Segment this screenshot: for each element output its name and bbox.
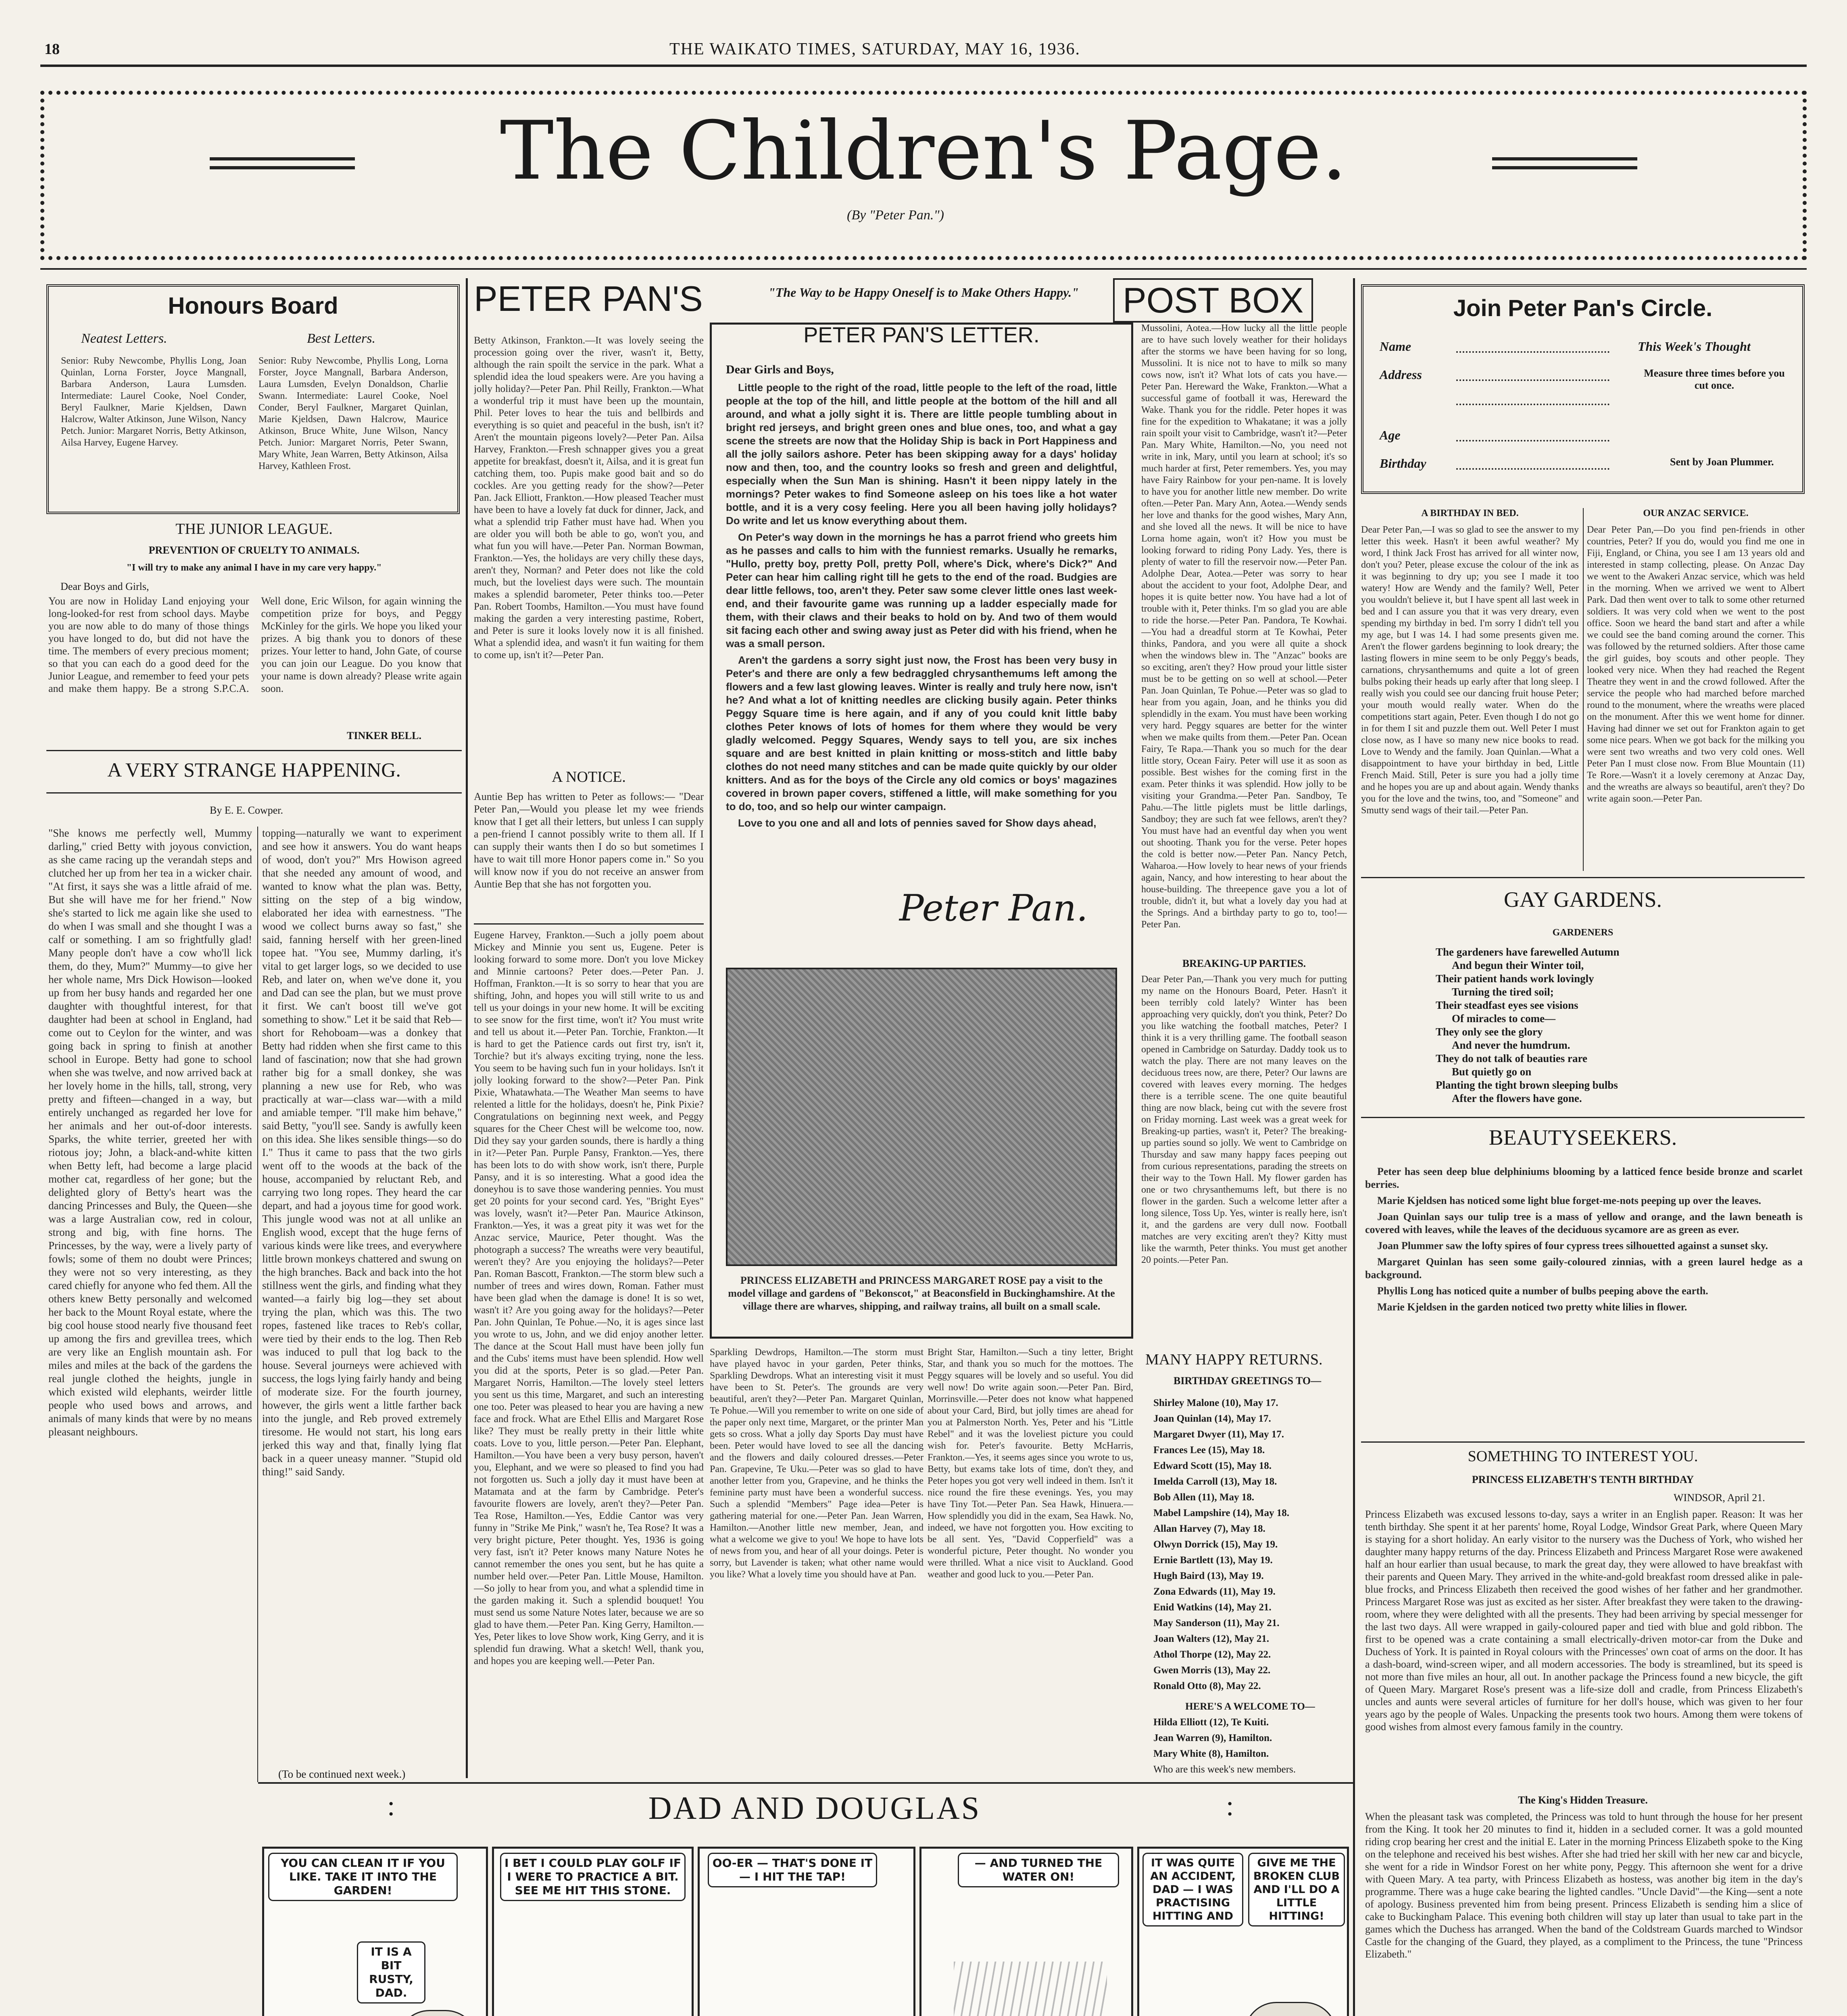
letter-paragraph: On Peter's way down in the mornings he has a parrot friend who greets him as he passes and calls to him with the funniest remarks. Usually he remarks, "Hullo, pretty boy, pretty Poll, pretty Poll, where's Dick, where's Dick?" And Peter can hear him calling right till he gets to the end of the road. Budgies are dear little fellows, too, aren't they. Peter saw some clever little ones last week-end, and their favourite game was running up a ladder especially made for them, with their claws and their beaks to hold on by. And two of them would sit facing each other and swing away just as Peter did with his friend, when he was a small person. bbox=[726, 531, 1117, 650]
col-divider-1 bbox=[466, 278, 468, 1778]
birthday-item: Joan Quinlan (14), May 17. bbox=[1153, 1413, 1271, 1424]
interest-text2: When the pleasant task was completed, the Princess was told to hunt through the house for her present from the King. It took her 20 minutes to find it, hidden in a secluded corner. It was a gold mounted riding crop bearing her crest and the initial E. Later in the morning Princess Elizabeth spoke to the King on the telephone and received his best wishes. After she had tried her skill with her new car and bicycle, she went for a ride in Windsor Forest on her white pony, Peggy. This afternoon she went for a drive with Queen Mary. A tea party, with Princess Elizabeth as hostess, was another big item in the day's programme. There was a huge cake bearing the lighted candles. "Uncle David"—the King—sent a note of apology. Business prevented him from being present. Princess Elizabeth is sending him a slice of cake to Buckingham Palace. This evening both children will stay up later than usual to take part in the games which the Duchess has arranged. When the band of the Coldstream Guards marched to Windsor Castle for the changing of the Guard, they played, as a compliment to the Princess, the tune "Princess Elizabeth." bbox=[1365, 1811, 1803, 1960]
postbox-col4: Mussolini, Aotea.—How lucky all the little people are to have such lovely weather for their holidays after the storms we have been having for so long, Mussolini. It is nice not to have to milk so many cows now, isn't it? What lots of cats you have.—Peter Pan. Hereward the Wake, Frankton.—What a successful game of football it was, Hereward the Wake. Thank you for the riddle. Peter hopes it was fine for the expedition to Whakatane; it was a jolly rain spoilt your visit to Cambridge, wasn't it?—Peter Pan. Mary White, Hamilton.—No, you need not write in ink, Mary, until you learn at school; it's so much harder at first, Peter remembers. Yes, you may have Fairy Rainbow for your pen-name. It is lovely to have you for another little new member. Do write often.—Peter Pan. Mary Ann, Aotea.—Wendy sends her love and thanks for the good wishes, Mary Ann, and she loved all the news. It will be nice to have Lorna home again, won't it? How you must be looking forward to riding Pony Lady. Yes, there is plenty of water to fill the reservoir now.—Peter Pan. Adolphe Dear, Aotea.—Peter was sorry to hear about the accident to your foot, Adolphe Dear, and hopes it is quite better now. You have had a lot of trouble with it, Peter thinks. I'm so glad you are able to ride the horse.—Peter Pan. Pandora, Te Kowhai.—You had a dreadful storm at Te Kowhai, Peter thinks, Pandora, and you were all quite a shock when the windows blew in. The "Anzac" books are so exciting, aren't they? How proud your little sister must be to be getting on so well at school.—Peter Pan. Joan Quinlan, Te Pohue.—Peter was so glad to hear from you again, Joan, and he thinks you did splendidly in the exam. You must have been working very hard. Peggy squares are better for the winter when we make quilts from them.—Peter Pan. Ocean Fairy, Te Rapa.—Thank you so much for the dear little story, Ocean Fairy. Peter will use it as soon as possible. Best wishes for the coming first in the exam. Peter thinks it was splendid. How jolly to be visiting your Grandma.—Peter Pan. Sandboy, Te Pahu.—The little piglets must be little darlings, Sandboy; they are such fat wee fellows, aren't they? You must have had an eventful day when you went out shooting. Thank you for the verse. Peter hopes the cold is better now.—Peter Pan. Nancy Petch, Waharoa.—How lovely to hear news of your friends again, Nancy, and how interesting to hear about the house-building. The threepence gave you a lot of trouble, didn't it, but what a lovely day you had at the Springs. And a birthday party to go to, too!—Peter Pan. bbox=[1141, 323, 1347, 930]
comic-bubble-5-right: GIVE ME THE BROKEN CLUB AND I'LL DO A LITTLE HITTING! bbox=[1248, 1853, 1345, 1926]
birthday-item: Ronald Otto (8), May 22. bbox=[1153, 1681, 1261, 1691]
birthday-item: Mabel Lampshire (14), May 18. bbox=[1153, 1508, 1290, 1518]
junior-league-title: THE JUNIOR LEAGUE. bbox=[175, 521, 333, 537]
interest-dateline: WINDSOR, April 21. bbox=[1674, 1492, 1765, 1504]
honours-board bbox=[46, 284, 460, 514]
honours-col2-text: Senior: Ruby Newcombe, Phyllis Long, Lorna Forster, Joyce Mangnall, Barbara Anderson, Laura Lumsden, Evelyn Donaldson, Charlie Swann. Intermediate: Laurel Cooke, Noel Conder, Beryl Faulkner, Margaret Quinlan, Marie Kjeldsen, Dawn Halcrow, Maurice Atkinson, Bruce White, June Wilson, Nancy Petch. Junior: Margaret Norris, Peter Swann, Mary White, Jean Warren, Betty Atkinson, Ailsa Harvey, Kathleen Frost. bbox=[258, 356, 448, 471]
comic-panel-1 bbox=[262, 1847, 488, 2016]
letter-signature: Peter Pan. bbox=[899, 887, 1088, 929]
welcome-heading: HERE'S A WELCOME TO— bbox=[1185, 1701, 1315, 1712]
welcome-footer: Who are this week's new members. bbox=[1153, 1764, 1296, 1775]
interest-title: SOMETHING TO INTEREST YOU. bbox=[1468, 1448, 1698, 1465]
dad-figure bbox=[1244, 2002, 1337, 2016]
banner-left-arrow bbox=[210, 157, 355, 169]
letter-title: PETER PAN'S LETTER. bbox=[803, 323, 1040, 347]
letter-salutation: Dear Girls and Boys, bbox=[726, 363, 834, 376]
poem-line: But quietly go on bbox=[1452, 1066, 1532, 1078]
water-spray bbox=[954, 1962, 1107, 2016]
circle-col-divider bbox=[1583, 508, 1584, 871]
masthead-rule bbox=[40, 65, 1807, 67]
comic-bubble-2: I BET I COULD PLAY GOLF IF I WERE TO PRACTICE A BIT. SEE ME HIT THIS STONE. bbox=[500, 1853, 686, 1901]
beautyseeker-item: Marie Kjeldsen has noticed some light blue forget-me-nots peeping up over the leaves. bbox=[1377, 1195, 1762, 1206]
junior-league-body: You are now in Holiday Land enjoying your long-looked-for rest from school days. Maybe you are now able to do many of those things you have longed to do, but did not have the time. The members of every precious moment; so that you can each do a good deed for the Junior League, and remember to feed your pets and make them happy. Be a strong S.P.C.A. Well done, Eric Wilson, for again winning the competition prize for boys, and Peggy McKinley for the girls. We hope you liked your prizes. A big thank you to donors of these prizes. Your letter to hand, John Gate, of course you can join our League. Do you know that your name is down already? Please write again soon. bbox=[48, 595, 462, 694]
birthday-item: Athol Thorpe (12), May 22. bbox=[1153, 1649, 1271, 1660]
comic-panel-4 bbox=[919, 1847, 1133, 2016]
beautyseeker-item: Marie Kjeldsen in the garden noticed two pretty white lilies in flower. bbox=[1377, 1301, 1687, 1313]
col-divider-2 bbox=[1353, 278, 1355, 2016]
field-name-label: Name bbox=[1380, 339, 1411, 354]
strange-title: A VERY STRANGE HAPPENING. bbox=[107, 758, 401, 781]
postbox-title-left: PETER PAN'S bbox=[474, 279, 703, 319]
birthday-item: Margaret Dwyer (11), May 17. bbox=[1153, 1429, 1284, 1440]
interest-rule bbox=[1361, 1441, 1805, 1443]
birthday-item: Imelda Carroll (13), May 18. bbox=[1153, 1476, 1277, 1487]
letter-paragraph: Little people to the right of the road, little people to the left of the road, little people at the top of the hill, and little people at the bottom of the hill and all around, and what a jolly sight it is. There are little people tumbling about in bright red jerseys, and bright green ones and blue ones, too, and what a gay scene the streets are now that the Holiday Ship is back in Port Happiness and all the jolly sailors ashore. Peter has been skipping away for a days' holiday now and then, too, and the country looks so fresh and green and delightful, especially when the Sun Man is shining. Hasn't it been nippy lately in the mornings? Peter wakes to find Someone asleep on his toes like a hot water bottle, and it is a very cosy feeling. Here you all been having jolly holidays? Do write and let us know everything about them. bbox=[726, 381, 1117, 527]
birthday-item: Olwyn Dorrick (15), May 19. bbox=[1153, 1539, 1278, 1550]
poem-line: Their patient hands work lovingly bbox=[1436, 973, 1594, 985]
poem-line: Of miracles to come— bbox=[1452, 1012, 1556, 1025]
comic-title: DAD AND DOUGLAS bbox=[648, 1791, 981, 1826]
birthday-item: Enid Watkins (14), May 21. bbox=[1153, 1602, 1272, 1613]
comic-bubble-5-left: IT WAS QUITE AN ACCIDENT, DAD — I WAS PRACTISING HITTING AND bbox=[1142, 1853, 1243, 1926]
junior-league-rule bbox=[46, 750, 462, 751]
beautyseekers-title: BEAUTYSEEKERS. bbox=[1488, 1125, 1677, 1150]
interest-text: Princess Elizabeth was excused lessons to-day, says a writer in an English paper. Reason: It was her tenth birthday. She spent it at her parents' home, Royal Lodge, Windsor Great Park, where Queen Mary is staying for a short holiday. An early visitor to the nursery was the Duchess of York, who wished her daughter many happy returns of the day. Princess Elizabeth and Princess Margaret Rose were awakened half an hour earlier than usual because, to mark the great day, they were allowed to have breakfast with their parents and Queen Mary. They arrived in the white-and-gold breakfast room dressed alike in pale-blue frocks, and Princess Elizabeth then received the good wishes of her father and her grandmother. Princess Margaret Rose was just as excited as her sister. After breakfast they were taken to the drawing-room, where they were delighted with all the presents. They had been arriving by special messenger for the last two days. All were wrapped in gaily-coloured paper and tied with blue and gold ribbon. The first to be opened was a crate containing a small electrically-driven motor-car from the Duke and Duchess of York. It is painted in Royal colours with the Princesses' own coat of arms on the door. It has a dash-board, wind-screen wiper, and all modern accessories. The body is streamlined, but its speed is not more than five miles an hour, all out. In another package the Princess found a new bicycle, the gift of Queen Mary. Margaret Rose's present was a life-size doll and cradle, from Princess Elizabeth's uncles and aunts were several articles of furniture for her doll's house, which was given to her four years ago by the people of Wales. Unpacking the presents took two hours. Among them were tokens of good wishes from almost every famous family in the country. bbox=[1365, 1508, 1803, 1733]
beautyseekers-list bbox=[1365, 1165, 1803, 1456]
banner-right-arrow bbox=[1492, 157, 1637, 169]
section-rule-top bbox=[40, 268, 1807, 270]
junior-league-signoff: TINKER BELL. bbox=[347, 730, 421, 741]
birthday-item: May Sanderson (11), May 21. bbox=[1153, 1618, 1280, 1629]
postbox-bottom-right: Bright Star, Hamilton.—Such a tiny letter, Bright Star, and thank you so much for the mottoes. The Peggy squares will be lovely and so useful. You did well now! Do write again soon.—Peter Pan. Bird, Morrinsville.—Peter does not know what happened about your Card, Bird, but jolly times are ahead for you at Palmerston North. Yes, Peter and his "Little Rebel" and it was the loveliest picture you could wish for. Peter's favourite. Betty McHarris, Frankton.—Yes, it seems ages since you wrote to us, Betty, but exams take lots of time, don't they, and Peter hopes you got very well indeed in them. Isn't it nice round the fire these evenings. Yes, you may have Tiny Tot.—Peter Pan. Sea Hawk, Hinuera.—How splendidly you did in the exam, Sea Hawk. No, indeed, we have not forgotten you. How exciting to be all sent. Yes, "David Copperfield" was a wonderful picture, Peter thought. No wonder you were thrilled. What a nice visit to Auckland. Good weather and good luck to you.—Peter Pan. bbox=[928, 1347, 1133, 1580]
birthday-item: Frances Lee (15), May 18. bbox=[1153, 1445, 1265, 1456]
princesses-photo bbox=[726, 968, 1117, 1266]
poem-line: And never the humdrum. bbox=[1452, 1039, 1570, 1051]
beautyseeker-item: Phyllis Long has noticed quite a number of bulbs peeping above the earth. bbox=[1377, 1285, 1708, 1297]
thought-text: Measure three times before you cut once. bbox=[1644, 367, 1785, 391]
comic-rule bbox=[258, 1782, 1353, 1784]
thought-credit: Sent by Joan Plummer. bbox=[1670, 456, 1774, 468]
field-age-label: Age bbox=[1380, 428, 1401, 442]
field-birthday-line[interactable] bbox=[1456, 468, 1609, 470]
join-circle-box bbox=[1361, 284, 1805, 494]
comic-bubble-3: OO-ER — THAT'S DONE IT — I HIT THE TAP! bbox=[708, 1853, 877, 1887]
poem-line: The gardeners have farewelled Autumn bbox=[1436, 946, 1620, 958]
honours-col1-text: Senior: Ruby Newcombe, Phyllis Long, Joan Quinlan, Lorna Forster, Joyce Mangnall, Barbara Anderson, Laura Lumsden. Intermediate: Laurel Cooke, Noel Conder, Beryl Faulkner, Marie Kjeldsen, Dawn Halcrow, Walter Atkinson, June Wilson, Nancy Petch. Junior: Margaret Norris, Betty Atkinson, Ailsa Harvey, Eugene Harvey. bbox=[61, 356, 246, 448]
postbox-title-right: POST BOX bbox=[1113, 278, 1313, 323]
gardeners-poem bbox=[1436, 946, 1758, 1105]
strange-author: By E. E. Cowper. bbox=[210, 804, 283, 816]
birthday-item: Zona Edwards (11), May 19. bbox=[1153, 1586, 1276, 1597]
comic-panel-2 bbox=[492, 1847, 694, 2016]
beautyseekers-rule bbox=[1361, 1117, 1805, 1118]
beautyseeker-item: Peter has seen deep blue delphiniums blooming by a latticed fence beside bronze and scarlet berries. bbox=[1365, 1166, 1803, 1190]
junior-league-subtitle: PREVENTION OF CRUELTY TO ANIMALS. bbox=[148, 544, 360, 556]
anzac-text: Dear Peter Pan,—Do you find pen-friends in other countries, Peter? If you do, would you find me one in Fiji, England, or China, you see I am 13 years old and interested in stamp collecting, please. On Anzac Day we went to the Awakeri Anzac service, which was held in the morning. When we arrived we went to Albert Park. Dad then went over to talk to some other returned soldiers. It was very cold when we went to the post office. Soon we heard the band start and after a while we could see the band coming around the corner. This was followed by the returned soldiers. After those came the girl guides, boy scouts and other people. They looked very nice. When they had reached the Regent Theatre they went in and the crowd followed. After the service the people who had marched before marched round to the monument, where the wreaths were placed on the monument. After this we went home for dinner. Having had dinner we set out for Frankton again to get some nice pears. When we got back for the milking you were sent two wreaths and two very cold ones. Well Peter Pan I must close now. From Blue Mountain (11) Te Rore.—Wasn't it a lovely ceremony at Anzac Day, and the wreaths are always so beautiful, aren't they? Do write again soon.—Peter Pan. bbox=[1587, 525, 1805, 804]
poem-line: They do not talk of beauties rare bbox=[1436, 1052, 1587, 1064]
interest-sub2: The King's Hidden Treasure. bbox=[1518, 1794, 1648, 1806]
strange-continued: (To be continued next week.) bbox=[278, 1768, 406, 1780]
comic-bubble-4: — AND TURNED THE WATER ON! bbox=[958, 1853, 1119, 1887]
postbox-bottom-left: Sparkling Dewdrops, Hamilton.—The storm must have played havoc in your garden, Peter thinks, Sparkling Dewdrops. What an interesting visit it must have been to St. Peter's. The grounds are very beautiful, aren't they?—Peter Pan. Margaret Quinlan, Te Pohue.—Will you remember to write on one side of the paper only next time, Margaret, or the printer Man gets so cross. What a jolly day Sports Day must have been. Peter would have loved to see all the dancing and the flowers and daily coloured dresses.—Peter Pan. Grapevine, Te Uku.—Peter was so glad to have another letter from you, Grapevine, and he thinks the feminine party must have been a wonderful success. Such a splendid "Members" Page idea—Peter is gathering material for one.—Peter Pan. Jean Warren, Hamilton.—Another little new member, Jean, and what a welcome we give to you! We hope to have lots of news from you, and hear of all your doings. Peter is sorry, but Lavender is taken; what other name would you like? What a lovely time you should have at Pan. bbox=[710, 1347, 924, 1580]
interest-subtitle: PRINCESS ELIZABETH'S TENTH BIRTHDAY bbox=[1472, 1474, 1694, 1485]
page-title: The Children's Page. bbox=[500, 104, 1347, 198]
comic-bubble-1: YOU CAN CLEAN IT IF YOU LIKE. TAKE IT INTO THE GARDEN! bbox=[268, 1853, 458, 1901]
join-circle-title: Join Peter Pan's Circle. bbox=[1453, 295, 1713, 321]
field-birthday-label: Birthday bbox=[1380, 456, 1426, 471]
field-name-line[interactable] bbox=[1456, 351, 1609, 353]
photo-caption: PRINCESS ELIZABETH and PRINCESS MARGARET ROSE pay a visit to the model village and gardens of "Bekonscot," at Beaconsfield in Buckinghamshire. At the village there are wharves, shipping, and railway trains, all built on a small scale. bbox=[728, 1275, 1115, 1312]
paper-dateline: THE WAIKATO TIMES, SATURDAY, MAY 16, 1936. bbox=[669, 40, 1081, 58]
birthday-item: Hugh Baird (13), May 19. bbox=[1153, 1570, 1264, 1581]
strange-col1: "She knows me perfectly well, Mummy darling," cried Betty with joyous conviction, as she came racing up the verandah steps and clutched her up from her tea in a wicker chair. "At first, it says she was a little afraid of me. But she will have me for her friend." Now she's started to lick me again like she used to do when I was small and she thought I was a calf or something. I am so frightfully glad! Many people don't have a cow who'll lick them, do they, Mum?" Mummy—to give her her whole name, Mrs Dick Howison—looked up from her busy hands and regarded her one daughter with thoughtful interest, for that daughter had been at school in England, had come out to Ceylon for the winter, and was going back in spring to finish at another school in Europe. Betty had gone to school when she was twelve, and now arrived back at her lovely home in the hills, tall, strong, very pretty and fifteen—changed in a way, but entirely unchanged as regarded her love for her animals and her out-of-door interests. Sparks, the white terrier, greeted her with riotous joy; John, a black-and-white kitten when Betty left, had become a large placid mother cat, regardless of her gone; but the delighted glory of Betty's heart was the dancing Princesses and Buly, the Queen—she was a large Australian cow, red in colour, strong and big, with fine horns. The Princesses, by the way, were a lively party of fowls; some of them no doubt were Princes; they were not so very interesting, as they cared chiefly for anyone who fed them. All the others knew Betty personally and welcomed her back to the Mount Royal estate, where the big cool house stood nearly five thousand feet up among the firs and grevillea trees, which are very like an English mountain ash. For miles and miles at the back of the gardens the real jungle clothed the heights, jungle in which existed wild elephants, weirder little people who used bows and arrows, and animals of many kinds that were by no means pleasant neighbours. bbox=[48, 827, 252, 1438]
comic-title-colon-right: : bbox=[1226, 1791, 1234, 1822]
breaking-title: BREAKING-UP PARTIES. bbox=[1182, 958, 1306, 969]
welcome-item: Jean Warren (9), Hamilton. bbox=[1153, 1733, 1272, 1743]
dad-figure bbox=[397, 2010, 478, 2016]
poem-line: They only see the glory bbox=[1436, 1026, 1543, 1038]
junior-league-motto: "I will try to make any animal I have in my care very happy." bbox=[126, 562, 382, 573]
banner-byline: (By "Peter Pan.") bbox=[847, 208, 944, 223]
honours-title: Honours Board bbox=[168, 293, 338, 319]
field-address-line-2[interactable] bbox=[1456, 404, 1609, 405]
breaking-text: Dear Peter Pan,—Thank you very much for putting my name on the Honours Board, Peter. Hasn't it been terribly cold lately? Winter has been approaching very quickly, don't you think, Peter? Do you like watching the football matches, Peter? I think it is a very thrilling game. The football season opened in Cambridge on Saturday. Daddy took us to watch the play. There are not many leaves on the deciduous trees now, are there, Peter? Our lawns are covered with leaves every morning. The hedges there is a terrible scene. The one quite beautiful thing are now black, being cut with the severe frost on Friday morning. Last week was a great week for Breaking-up parties, wasn't it, Peter? The breaking-up parties sound so jolly. We went to Cambridge on Thursday and saw many happy faces peeping out from curious representations, parading the streets on their way to the Town Hall. My flower garden has one or two chrysanthemums left, but there is no flower in the garden. Such a welcome letter after a long silence, Toss Up. Yes, winter is really here, isn't it, and the gardens are very dull now. Football matches are very exciting aren't they? Kitty must like the warmth, Peter thinks. You must get another 20 points.—Peter Pan. bbox=[1141, 974, 1347, 1265]
poem-line: Their steadfast eyes see visions bbox=[1436, 999, 1578, 1011]
poem-line: Turning the tired soil; bbox=[1452, 986, 1554, 998]
birthday-item: Bob Allen (11), May 18. bbox=[1153, 1492, 1255, 1503]
junior-league-greeting: Dear Boys and Girls, bbox=[60, 581, 149, 592]
anzac-title: OUR ANZAC SERVICE. bbox=[1643, 508, 1749, 519]
welcome-item: Mary White (8), Hamilton. bbox=[1153, 1748, 1269, 1759]
birthday-item: Shirley Malone (10), May 17. bbox=[1153, 1397, 1278, 1408]
poem-line: And begun their Winter toil, bbox=[1452, 959, 1584, 971]
strange-rule bbox=[46, 792, 462, 793]
returns-list bbox=[1153, 1395, 1347, 1777]
postbox-col1: Betty Atkinson, Frankton.—It was lovely seeing the procession going over the river, wasn't it, Betty, although the rain spoilt the service in the park. What a splendid idea the loud speakers were. Are you having a jolly holiday?—Peter Pan. Phil Reilly, Frankton.—What a wonderful trip it must have been up the mountain, Phil. Peter loves to hear the tuis and bellbirds and everything is so quiet and peaceful in the bush, isn't it? Aren't the mountain pigeons lovely?—Peter Pan. Ailsa Harvey, Frankton.—Fresh schnapper gives you a great appetite for breakfast, doesn't it, Ailsa, and it is great fun catching them, too. Pupis make good bait and so do cockles. Are you getting ready for the show?—Peter Pan. Jack Elliott, Frankton.—How pleased Teacher must have been to have a lovely fat duck for dinner, Jack, and what a splendid trip Father must have had. When you are older you will both be able to go, won't you, and what fun you will have.—Peter Pan. Norman Bowman, Frankton.—Yes, the holidays are very chilly these days, aren't they, Norman? and Peter does not like the cold much, but the loveliest days were such. The mountain makes a splendid barometer, Peter thinks too.—Peter Pan. Robert Toombs, Hamilton.—You must have found making the garden a very interesting pastime, Robert, and Peter is sure it looks lovely now it is all finished. What a splendid idea, and wasn't it fun waiting for them to come up, isn't it?—Peter Pan. bbox=[474, 335, 704, 660]
birthday-item: Edward Scott (15), May 18. bbox=[1153, 1460, 1272, 1471]
comic-title-colon-left: : bbox=[387, 1791, 395, 1822]
postbox-motto: "The Way to be Happy Oneself is to Make Others Happy." bbox=[768, 285, 1079, 300]
beautyseeker-item: Joan Plummer saw the lofty spires of four cypress trees silhouetted against a sunset sky. bbox=[1377, 1240, 1768, 1252]
gardeners-title: GARDENERS bbox=[1552, 927, 1614, 938]
returns-title: MANY HAPPY RETURNS. bbox=[1145, 1351, 1323, 1368]
notice-text: Auntie Bep has written to Peter as follows:— "Dear Peter Pan,—Would you please let my wee friends know that I get all their letters, but unless I can supply a pen-friend I cannot possibly write to them all. If I can supply their wants then I do so but sometimes I have to wait till more Honor papers come in." So you will know now if you do not receive an answer from Auntie Bep that she has not forgotten you. bbox=[474, 791, 704, 890]
honours-col2-heading: Best Letters. bbox=[307, 331, 375, 346]
strange-col-divider bbox=[257, 827, 258, 1782]
field-address-label: Address bbox=[1380, 367, 1422, 382]
birthday-bed-title: A BIRTHDAY IN BED. bbox=[1421, 508, 1519, 519]
letter-paragraph: Love to you one and all and lots of pennies saved for Show days ahead, bbox=[738, 817, 1097, 829]
letter-body bbox=[726, 381, 1117, 845]
comic-panel-3 bbox=[698, 1847, 915, 2016]
birthday-bed-text: Dear Peter Pan,—I was so glad to see the answer to my letter this week. Hasn't it been awful weather? My word, I think Jack Frost has arrived for all winter now, don't you? Peter, please excuse the colour of the ink as it was beginning to dry up; you see I made it too watery! How are Wendy and the family? Well, Peter you wouldn't believe it, but I have spent all last week in bed and I can assure you that it was very dreary, even spending my birthday in bed. I'm sorry I didn't tell you my age, but I was 14. I had some presents given me. Aren't the flower gardens beginning to look dreary; the lasting flowers in mine seem to be only Peggy's beads, carnations, chrysanthemums and quite a lot of green bulbs poking their heads up early after that long sleep. I really wish you could see our dancing fruit house Peter; your mouth would really water. When do the competitions start again, Peter. Even though I do not go in for them I sit and puzzle them out. Well Peter I must close now, as I have so many new nice books to read. Love to Wendy and the family. Joan Quinlan.—What a disappointment to have your birthday in bed, Little French Maid. Still, Peter is sure you had a jolly time and he hopes you are up and about again. Wendy thanks you for the love and the twins, too, and "Someone" and Smutty send wags of their tail.—Peter Pan. bbox=[1361, 525, 1579, 816]
poem-line: After the flowers have gone. bbox=[1452, 1092, 1582, 1104]
returns-subtitle: BIRTHDAY GREETINGS TO— bbox=[1174, 1375, 1322, 1387]
beautyseeker-item: Margaret Quinlan has seen some gaily-coloured zinnias, with a green laurel hedge as a background. bbox=[1365, 1256, 1803, 1281]
birthday-item: Joan Walters (12), May 21. bbox=[1153, 1633, 1270, 1644]
field-age-line[interactable] bbox=[1456, 440, 1609, 442]
strange-col2: topping—naturally we want to experiment and see how it answers. You do want heaps of wood, don't you?" Mrs Howison agreed that she needed any amount of wood, and wanted to know what the plan was. Betty, sitting on the step of a big window, elaborated her idea with earnestness. "The wood we collect burns away so fast," she said, fanning herself with her green-lined topee hat. "You see, Mummy darling, it's vital to get larger logs, so we decided to use Reb, and later on, when we've done it, you and Dad can see the plan, but we must prove it first. We can't boost till we've got something to show." Let it be said that Reb—short for Rehoboam—was a donkey that Betty had ridden when she first came to this land of fascination; now that she had grown rather big for a small donkey, she was planning a new use for Reb, who was practically at war—class war—with a mild and amiable temper. "I'll make him behave," said Betty, "you'll see. Sandy is awfully keen on this idea. She likes sensible things—so do I." Thus it came to pass that the two girls went off to the woods at the back of the house, accompanied by reluctant Reb, and carrying two long ropes. They heard the car depart, and had a joyous time for good work. This jungle wood was not at all unlike an English wood, except that the huge ferns of various kinds were like trees, and everywhere little brown monkeys chattered and swung on the high branches. Back and back into the hot stillness went the girls, and finding what they wanted—a fairly big log—they set about trying the plan, which was this. The two ropes, fastened like traces to Reb's collar, were tied by their ends to the log. Then Reb was induced to pull that log back to the house. Several journeys were achieved with success, the logs lying fairly handy and being of moderate size. For the fourth journey, however, the girls went a little farther back into the jungle, and Reb proved extremely tiresome. He would not start, his long ears jerked this way and that, finally lying flat back in a queer uneasy manner. "Stupid old thing!" said Sandy. bbox=[262, 827, 462, 1478]
page-number: 18 bbox=[44, 41, 60, 58]
birthday-item: Gwen Morris (13), May 22. bbox=[1153, 1665, 1271, 1676]
honours-col1-heading: Neatest Letters. bbox=[81, 331, 167, 346]
field-address-line[interactable] bbox=[1456, 379, 1609, 381]
welcome-item: Hilda Elliott (12), Te Kuiti. bbox=[1153, 1717, 1269, 1728]
birthday-item: Ernie Bartlett (13), May 19. bbox=[1153, 1555, 1273, 1566]
letter-paragraph: Aren't the gardens a sorry sight just now, the Frost has been very busy in Peter's and there are only a few bedraggled chrysanthemums left among the flowers and a few last glowing leaves. Winter is really and truly here now, isn't he? And what a lot of knitting needles are clicking busily again. Peter thinks Peggy Square time is here again, and if any of you could knit little baby clothes Peter knows of lots of homes for them where they would be very gladly welcomed. Peggy Squares, Wendy says to tell you, are six inches square and are best knitted in plain knitting or moss-stitch and little baby clothes do not need many stitches and can be made quite quickly by our older knitters. And as for the boys of the Circle any old comics or boys' magazines covered in brown paper covers, stiffened a little, will make something for you to do, too, and so help our winter campaign. bbox=[726, 654, 1117, 812]
gay-gardens-rule bbox=[1361, 877, 1805, 878]
comic-sign-1: IT IS A BIT RUSTY, DAD. bbox=[357, 1941, 425, 2004]
poem-line: Planting the tight brown sleeping bulbs bbox=[1436, 1079, 1618, 1091]
notice-rule bbox=[474, 923, 704, 925]
postbox-col1b: Eugene Harvey, Frankton.—Such a jolly poem about Mickey and Minnie you sent us, Eugene. Peter is looking forward to some more. Don't you love Mickey and Minnie cartoons? Peter does.—Peter Pan. J. Hoffman, Frankton.—It is so sorry to hear that you are shifting, John, and hopes you will still write to us and tell us your doings in your new home. It will be exciting to see snow for the first time, won't it? You must write and tell us about it.—Peter Pan. Torchie, Frankton.—It is hard to get the Patience cards out first try, isn't it, Torchie? but it's always exciting trying, none the less. You seem to be having such fun in your holidays. Isn't it jolly looking forward to the show?—Peter Pan. Pink Pixie, Whatawhata.—The Weather Man seems to have relented a little for the holidays, doesn't he, Pink Pixie? Congratulations on beginning next week, and Peggy squares for the Cheer Chest will be welcome too, now. Did they say your garden sounds, there is hardly a thing in it?—Peter Pan. Purple Pansy, Frankton.—Yes, there has been lots to do with show work, isn't there, Purple Pansy, and it is so interesting. What a good idea the doneyhou is to save those wandering pennies. You must get 20 points for your second card. Yes, "Bright Eyes" was lovely, wasn't it?—Peter Pan. Maurice Atkinson, Frankton.—Yes, it was a great pity it was wet for the Anzac service, Maurice, Peter thought. Was the photograph a success? The wreaths were very beautiful, weren't they? Are you enjoying the holidays?—Peter Pan. Roman Bascott, Frankton.—The storm blew such a number of trees and wires down, Roman. Father must have been glad when the damage is done! It is so wet, wasn't it? Are you going away for the holidays?—Peter Pan. John Quinlan, Te Pohue.—No, it is ages since last you wrote to us, John, and we did enjoy another letter. The dance at the Scout Hall must have been jolly fun and the Cubs' items must have been splendid. How well you did at the sports, Peter is so glad.—Peter Pan. Margaret Norris, Hamilton.—The lovely steel letters you sent us this time, Margaret, and such an interesting one too. Peter was pleased to hear you are having a new face and frock. What are Ethel Ellis and Margaret Rose like? They must be really pretty in their little white coats. Love to you, little person.—Peter Pan. Elephant, Hamilton.—You have been a very busy person, haven't you, Elephant, and we were so pleased to find you had not forgotten us. Such a jolly day it must have been at Matamata and at the farm by Cambridge. Peter's favourite flowers are lovely, aren't they?—Peter Pan. Tea Rose, Hamilton.—Yes, Eddie Cantor was very funny in "Strike Me Pink," wasn't he, Tea Rose? It was a very bright picture, Peter thought. Yes, 1936 is going very fast, isn't it? Peter knows many Nature Notes he cannot remember the ones you sent, but he has quite a number held over.—Peter Pan. Little Mouse, Hamilton.—So jolly to hear from you, and what a splendid time in the garden making it. Such a splendid bouquet! You must send us some Nature Notes later, because we are so glad to have them.—Peter Pan. King Gerry, Hamilton.—Yes, Peter likes to love Show work, King Gerry, and it is splendid fun drawing. What a sketch! Well, thank you, and hopes you are keeping well.—Peter Pan. bbox=[474, 930, 704, 1666]
beautyseeker-item: Joan Quinlan says our tulip tree is a mass of yellow and orange, and the lawn beneath is covered with leaves, while the leaves of the deciduous sycamore are as green as ever. bbox=[1365, 1211, 1803, 1235]
birthday-item: Allan Harvey (7), May 18. bbox=[1153, 1523, 1265, 1534]
gay-gardens-title: GAY GARDENS. bbox=[1503, 887, 1662, 912]
thought-title: This Week's Thought bbox=[1638, 339, 1751, 354]
notice-title: A NOTICE. bbox=[552, 768, 626, 785]
comic-panel-5 bbox=[1137, 1847, 1349, 2016]
